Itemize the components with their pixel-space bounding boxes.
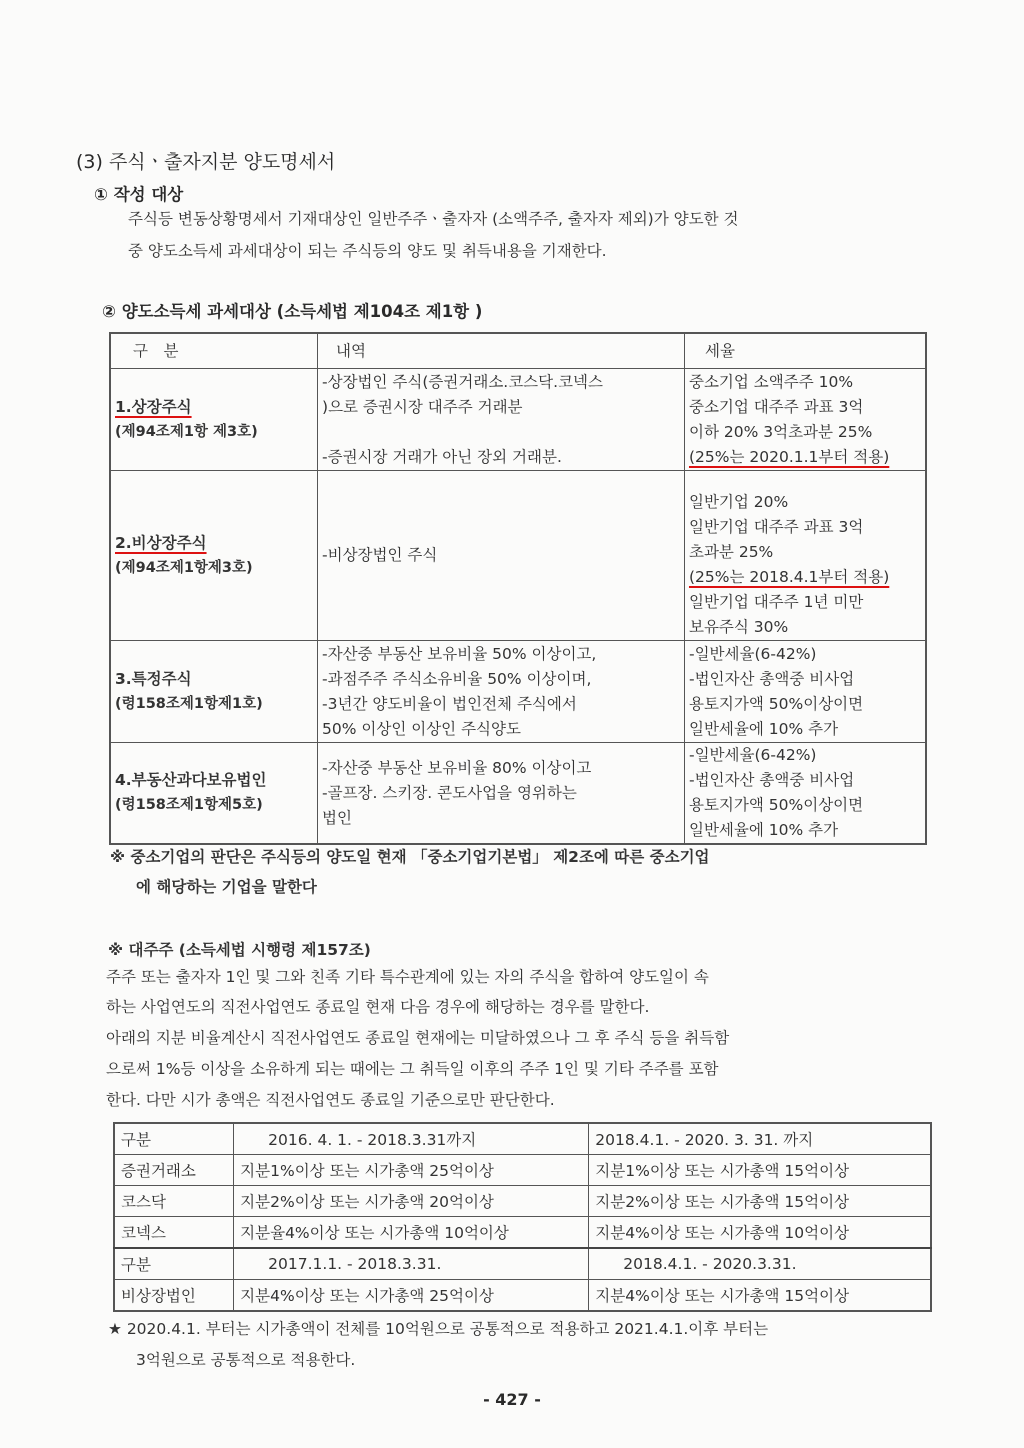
category-name: 4.부동산과다보유법인 xyxy=(115,771,267,789)
category-cell xyxy=(110,471,318,641)
rate-line: -법인자산 총액중 비사업 xyxy=(688,669,855,688)
detail-line: -과점주주 주식소유비율 50% 이상이며, xyxy=(322,669,592,688)
table-cell: 2017.1.1. - 2018.3.31. xyxy=(234,1248,589,1280)
table-cell: 지분4%이상 또는 시가총액 15억이상 xyxy=(589,1280,931,1312)
table-row xyxy=(110,743,926,845)
category-name: 1.상장주식 xyxy=(115,397,192,416)
table-row xyxy=(110,641,926,743)
table-cell: 2016. 4. 1. - 2018.3.31까지 xyxy=(234,1123,589,1155)
rate-line: -일반세율(6-42%) xyxy=(688,644,817,663)
category-cell xyxy=(110,369,318,471)
major-paragraph-line2: 하는 사업연도의 직전사업연도 종료일 현재 다음 경우에 해당하는 경우를 말한다. xyxy=(106,998,650,1016)
rate-line: -법인자산 총액중 비사업 xyxy=(688,771,855,789)
table-cell: 지분2%이상 또는 시가총액 20억이상 xyxy=(234,1186,589,1217)
table-row xyxy=(110,369,926,471)
table-cell: 지분1%이상 또는 시가총액 15억이상 xyxy=(589,1155,931,1186)
rate-line: 일반세율에 10% 추가 xyxy=(688,719,839,738)
detail-line: -자산중 부동산 보유비율 80% 이상이고 xyxy=(322,758,592,777)
paragraph-target-line2: 중 양도소득세 과세대상이 되는 주식등의 양도 및 취득내용을 기재한다. xyxy=(128,242,607,260)
rate-line: 용토지가액 50%이상이면 xyxy=(688,694,864,713)
table-cell: 증권거래소 xyxy=(114,1155,234,1186)
table-header-row xyxy=(110,333,926,369)
major-paragraph-line4: 으로써 1%등 이상을 소유하게 되는 때에는 그 취득일 이후의 주주 1인 및 기타 주주를 포함 xyxy=(106,1060,719,1078)
category-ref: (령158조제1항제5호) xyxy=(115,797,263,813)
footnote-line1: ※ 중소기업의 판단은 주식등의 양도일 현재 「중소기업기본법」 제2조에 따른 중소기업 xyxy=(110,848,710,866)
detail-line: -상장법인 주식(증권거래소.코스닥.코넥스 xyxy=(322,372,603,391)
header-category: 구 분 xyxy=(110,333,318,369)
table-cell: 구분 xyxy=(114,1248,234,1280)
table-cell: 코넥스 xyxy=(114,1217,234,1249)
detail-line xyxy=(322,420,680,445)
detail-line: 50% 이상인 이상인 주식양도 xyxy=(322,719,521,738)
rate-line: 일반기업 대주주 과표 3억 xyxy=(688,518,864,536)
details-cell xyxy=(318,743,685,845)
table-cell: 지분4%이상 또는 시가총액 10억이상 xyxy=(589,1217,931,1249)
rate-line: (25%는 2020.1.1부터 적용) xyxy=(688,447,890,466)
tax-table xyxy=(109,332,927,845)
major-shareholder-title: ※ 대주주 (소득세법 시행령 제157조) xyxy=(108,941,371,959)
star-note-line1: ★ 2020.4.1. 부터는 시가총액이 전체를 10억원으로 공통적으로 적용하고 2021.4.1.이후 부터는 xyxy=(108,1320,769,1338)
rate-cell xyxy=(684,641,926,743)
star-note-line2: 3억원으로 공통적으로 적용한다. xyxy=(136,1351,356,1369)
rate-line: 일반세율에 10% 추가 xyxy=(688,821,839,839)
rate-line: 초과분 25% xyxy=(688,543,774,561)
section-title: (3) 주식ㆍ출자지분 양도명세서 xyxy=(76,151,336,173)
category-name: 3.특정주식 xyxy=(115,669,192,688)
table-cell: 비상장법인 xyxy=(114,1280,234,1312)
table-cell: 2018.4.1. - 2020.3.31. xyxy=(589,1248,931,1280)
page-number: - 427 - xyxy=(483,1390,541,1409)
rate-line: 중소기업 대주주 과표 3억 xyxy=(688,397,864,416)
details-cell xyxy=(318,641,685,743)
shareholder-table xyxy=(113,1122,932,1312)
rate-line: 일반기업 대주주 1년 미만 xyxy=(688,593,864,611)
rate-line: (25%는 2018.4.1부터 적용) xyxy=(688,568,890,586)
detail-line: -자산중 부동산 보유비율 50% 이상이고, xyxy=(322,644,597,663)
footnote-line2: 에 해당하는 기업을 말한다 xyxy=(136,878,317,896)
rate-line: 일반기업 20% xyxy=(688,493,789,511)
table-cell: 2018.4.1. - 2020. 3. 31. 까지 xyxy=(589,1123,931,1155)
detail-line: 법인 xyxy=(322,808,352,827)
table-row xyxy=(114,1280,931,1312)
table-cell: 구분 xyxy=(114,1123,234,1155)
major-paragraph-line3: 아래의 지분 비율계산시 직전사업연도 종료일 현재에는 미달하였으나 그 후 주식 등을 취득함 xyxy=(106,1029,730,1047)
table-cell: 코스닥 xyxy=(114,1186,234,1217)
category-ref: (제94조제1항 제3호) xyxy=(115,423,258,440)
category-ref: (제94조제1항제3호) xyxy=(115,559,253,576)
detail-line: -골프장. 스키장. 콘도사업을 영위하는 xyxy=(322,783,577,802)
table-row xyxy=(114,1123,931,1155)
rate-line: -일반세율(6-42%) xyxy=(688,746,817,764)
paragraph-target-line1: 주식등 변동상황명세서 기재대상인 일반주주ㆍ출자자 (소액주주, 출자자 제외)가 양도한 것 xyxy=(128,210,739,228)
rate-line: 용토지가액 50%이상이면 xyxy=(688,796,864,814)
rate-line: 중소기업 소액주주 10% xyxy=(688,372,854,391)
detail-line: )으로 증권시장 대주주 거래분 xyxy=(322,397,523,416)
table-cell: 지분1%이상 또는 시가총액 25억이상 xyxy=(234,1155,589,1186)
table-cell: 지분4%이상 또는 시가총액 25억이상 xyxy=(234,1280,589,1312)
rate-line: 이하 20% 3억초과분 25% xyxy=(688,422,873,441)
table-cell: 지분2%이상 또는 시가총액 15억이상 xyxy=(589,1186,931,1217)
table-row xyxy=(114,1217,931,1249)
major-paragraph-line1: 주주 또는 출자자 1인 및 그와 친족 기타 특수관계에 있는 자의 주식을 합하여 양도일이 속 xyxy=(106,968,709,986)
table-row xyxy=(110,471,926,641)
major-paragraph-line5: 한다. 다만 시가 총액은 직전사업연도 종료일 기준으로만 판단한다. xyxy=(106,1091,555,1109)
category-cell xyxy=(110,641,318,743)
header-rate: 세율 xyxy=(684,333,926,369)
table-row xyxy=(114,1248,931,1280)
header-details: 내역 xyxy=(318,333,685,369)
category-name: 2.비상장주식 xyxy=(115,533,207,552)
details-cell xyxy=(318,369,685,471)
table-row xyxy=(114,1186,931,1217)
table-cell: 지분율4%이상 또는 시가총액 10억이상 xyxy=(234,1217,589,1249)
category-cell xyxy=(110,743,318,845)
subtitle-tax-target: ② 양도소득세 과세대상 (소득세법 제104조 제1항 ) xyxy=(102,302,483,321)
subtitle-target: ① 작성 대상 xyxy=(94,185,184,204)
detail-line: -비상장법인 주식 xyxy=(322,546,438,564)
detail-line: -증권시장 거래가 아닌 장외 거래분. xyxy=(322,447,562,466)
table-row xyxy=(114,1155,931,1186)
rate-cell xyxy=(684,743,926,845)
rate-cell xyxy=(684,471,926,641)
category-ref: (령158조제1항제1호) xyxy=(115,695,263,712)
rate-line: 보유주식 30% xyxy=(688,618,789,636)
details-cell xyxy=(318,471,685,641)
detail-line: -3년간 양도비율이 법인전체 주식에서 xyxy=(322,694,577,713)
rate-cell xyxy=(684,369,926,471)
